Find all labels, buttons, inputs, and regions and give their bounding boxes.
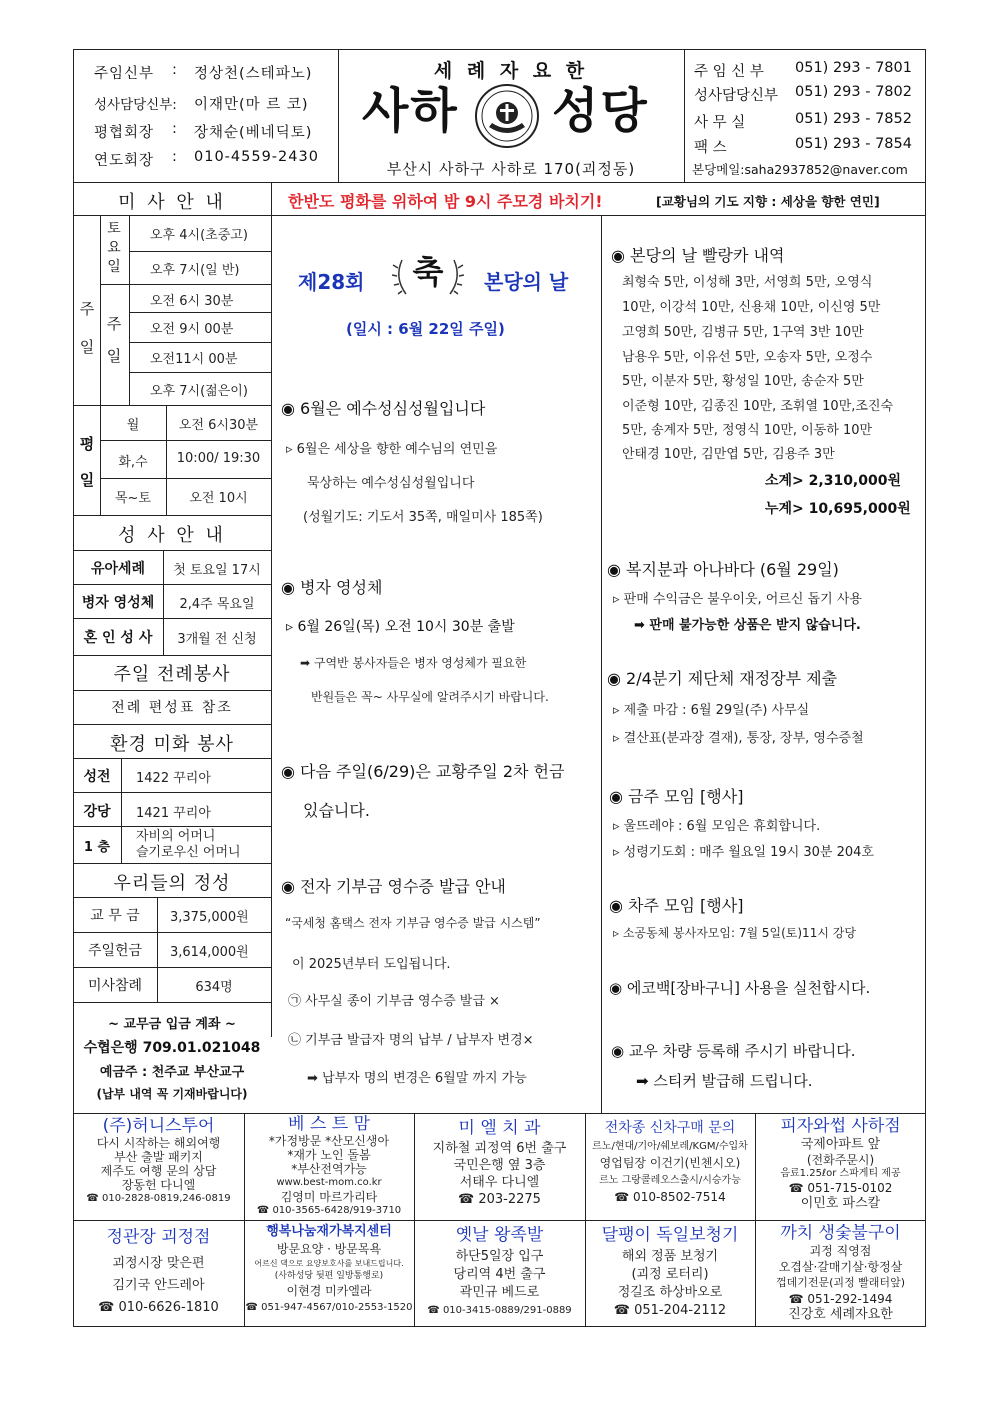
ad-line: 지하철 괴정역 6번 출구 bbox=[432, 1141, 567, 1156]
ad-line: *재가 노인 돌봄 bbox=[287, 1148, 371, 1162]
ad-line: *부산전역가능 bbox=[291, 1162, 367, 1176]
grid-line bbox=[129, 215, 130, 405]
ad-title: 행복나눔재가복지센터 bbox=[266, 1224, 392, 1239]
grid-line bbox=[129, 251, 271, 252]
ad-phone: ☎ 051-715-0102 bbox=[788, 1181, 893, 1195]
grid-line bbox=[73, 550, 271, 551]
ad-line: (괴정 로터리) bbox=[631, 1267, 709, 1282]
ad-title: 베 스 트 맘 bbox=[288, 1115, 370, 1134]
ad-hearing-aid bbox=[585, 1226, 755, 1324]
ad-phone: ☎ 203-2275 bbox=[458, 1192, 541, 1207]
mass-time: 오전 6시 30분 bbox=[150, 294, 234, 309]
offering-subtotal: 소계> 2,310,000원 bbox=[765, 473, 902, 489]
rule bbox=[73, 1113, 926, 1114]
mass-time: 오후 7시(일 반) bbox=[150, 263, 240, 278]
ecobag-title: ◉ 에코백[장바구니] 사용을 실천합시다. bbox=[609, 979, 871, 997]
sacred-heart-line: 묵상하는 예수성심성월입니다 bbox=[307, 476, 475, 491]
offering-list-line: 10만, 이강석 10만, 신용채 10만, 이신영 5만 bbox=[622, 300, 881, 315]
papal-collection-title: ◉ 다음 주일(6/29)은 교황주일 2차 헌금 bbox=[281, 762, 565, 781]
offering-value: 3,375,000원 bbox=[170, 910, 249, 925]
contact-phone: 051) 293 - 7854 bbox=[795, 136, 912, 152]
ad-new-car bbox=[585, 1119, 755, 1219]
ad-line: 다시 시작하는 해외여행 bbox=[96, 1136, 221, 1150]
sep: : bbox=[172, 62, 178, 78]
ad-line: 정길조 하상바오로 bbox=[617, 1285, 723, 1300]
sacrament-label: 병자 영성체 bbox=[81, 595, 155, 611]
grid-line bbox=[129, 342, 271, 343]
mass-guide-title: 미 사 안 내 bbox=[118, 192, 226, 213]
ad-line: 김영미 마르가리타 bbox=[280, 1190, 378, 1204]
grid-line bbox=[73, 724, 271, 725]
ad-line: 김기국 안드레아 bbox=[112, 1278, 205, 1293]
ad-line: 장동헌 다니엘 bbox=[121, 1178, 196, 1192]
weekday-time: 오전 6시30분 bbox=[178, 418, 259, 433]
sacrament-value: 2,4주 목요일 bbox=[179, 597, 255, 612]
rule bbox=[73, 1220, 926, 1221]
feast-character: 축 bbox=[412, 253, 444, 291]
ad-phone: ☎ 051-204-2112 bbox=[613, 1303, 727, 1318]
car-register-title: ◉ 교우 차량 등록해 주시기 바랍니다. bbox=[611, 1042, 856, 1060]
weekday-label: 평 일 bbox=[79, 435, 95, 489]
mass-time: 오전 9시 00분 bbox=[150, 322, 234, 337]
offering-list-title: ◉ 본당의 날 빨랑카 내역 bbox=[611, 246, 785, 265]
council-name: 장채순(베네딕토) bbox=[194, 125, 313, 141]
ad-line: 당리역 4번 출구 bbox=[453, 1267, 546, 1282]
feast-title: 본당의 날 bbox=[484, 270, 569, 294]
anabada-title: ◉ 복지분과 아나바다 (6월 29일) bbox=[607, 560, 839, 579]
offering-total: 누계> 10,695,000원 bbox=[765, 501, 911, 517]
ad-line: 음료1.25ℓor 스파게티 제공 bbox=[780, 1168, 901, 1179]
offering-list-line: 최형숙 5만, 이성해 3만, 서영희 5만, 오영식 bbox=[622, 275, 873, 290]
offering-label: 주일헌금 bbox=[87, 943, 143, 959]
council-role: 평협회장 bbox=[94, 125, 155, 141]
weekday-day: 월 bbox=[126, 418, 140, 433]
ad-line: 곽민규 베드로 bbox=[459, 1285, 540, 1300]
column-divider bbox=[271, 182, 272, 1037]
grid-line bbox=[73, 690, 271, 691]
ad-title: 전차종 신차구매 문의 bbox=[604, 1120, 736, 1136]
ad-owner: 진강호 세례자요한 bbox=[788, 1307, 893, 1322]
contact-label: 사 무 실 bbox=[694, 115, 746, 131]
grid-line bbox=[73, 1002, 271, 1003]
grid-line bbox=[100, 478, 271, 479]
ad-line: 괴정시장 맞은편 bbox=[112, 1256, 205, 1271]
ad-title: 피자와썹 사하점 bbox=[780, 1117, 901, 1136]
account-note: (납부 내역 꼭 기재바랍니다) bbox=[96, 1087, 248, 1101]
pastor-role: 주임신부 bbox=[94, 66, 155, 82]
ad-charcoal-grill bbox=[755, 1224, 926, 1324]
ad-title: (주)허니스투어 bbox=[102, 1117, 215, 1136]
bank-account: 수협은행 709.01.021048 bbox=[83, 1040, 261, 1056]
liturgy-title: 주일 전례봉사 bbox=[113, 664, 231, 685]
env-label: 성전 bbox=[83, 769, 111, 785]
ad-title: 달팽이 독일보청기 bbox=[601, 1226, 739, 1245]
grid-line bbox=[73, 758, 271, 759]
sacrament-label: 혼 인 성 사 bbox=[83, 630, 153, 646]
ad-line: 껍데기전문(괴정 빨래터앞) bbox=[776, 1276, 905, 1289]
contact-phone: 051) 293 - 7802 bbox=[795, 84, 912, 100]
this-week-line: ▹ 성령기도회 : 매주 월요일 19시 30분 204호 bbox=[613, 845, 874, 860]
church-email: 본당메일:saha2937852@naver.com bbox=[692, 162, 908, 177]
weekday-time: 10:00/ 19:30 bbox=[176, 451, 261, 466]
weekday-time: 오전 10시 bbox=[189, 491, 248, 506]
ad-line: 해외 정품 보청기 bbox=[621, 1249, 719, 1264]
donation-receipt-title: ◉ 전자 기부금 영수증 발급 안내 bbox=[281, 877, 506, 896]
ad-line: 르노 그랑콜레오스출시/시승가능 bbox=[599, 1175, 741, 1186]
contact-phone: 051) 293 - 7801 bbox=[795, 60, 912, 76]
liturgy-value: 전례 편성표 참조 bbox=[111, 700, 233, 716]
ad-line: 국제아파트 앞 bbox=[800, 1137, 881, 1152]
sep: : bbox=[172, 149, 178, 165]
donation-receipt-line: “국세청 홈택스 전자 기부금 영수증 발급 시스템” bbox=[285, 916, 541, 930]
weekday-day: 화,수 bbox=[118, 455, 148, 470]
grid-line bbox=[100, 440, 271, 441]
pastor-name: 정상천(스테파노) bbox=[194, 66, 313, 82]
donation-receipt-line: ㉡ 기부금 발급자 명의 납부 / 납부자 변경× bbox=[288, 1033, 534, 1048]
grid-line bbox=[73, 897, 271, 898]
env-label: 강당 bbox=[83, 804, 111, 820]
ad-pork-feet bbox=[414, 1226, 585, 1324]
grid-line bbox=[73, 792, 271, 793]
anabada-note: ➡ 판매 불가능한 상품은 받지 않습니다. bbox=[634, 618, 861, 633]
offering-list-line: 고영희 50만, 김병규 5만, 1구역 3반 10만 bbox=[622, 325, 864, 340]
offering-list-line: 5만, 이분자 5만, 황성일 10만, 송순자 5만 bbox=[622, 374, 864, 389]
grid-line bbox=[100, 284, 271, 285]
church-address: 부산시 사하구 사하로 170(괴정동) bbox=[386, 160, 636, 178]
offering-value: 3,614,000원 bbox=[170, 945, 249, 960]
feast-date: (일시 : 6월 22일 주일) bbox=[346, 320, 505, 338]
mass-time: 오전11시 00분 bbox=[150, 352, 238, 367]
saturday-label: 토 요 일 bbox=[107, 221, 121, 275]
sep: : bbox=[172, 121, 178, 137]
ad-line: 서태우 다니엘 bbox=[459, 1175, 540, 1190]
yeondo-role: 연도회장 bbox=[94, 153, 155, 169]
ad-phone: ☎ 010-6626-1810 bbox=[98, 1300, 219, 1315]
this-week-title: ◉ 금주 모임 [행사] bbox=[609, 787, 744, 806]
ad-owner: 이민호 파스칼 bbox=[800, 1196, 881, 1211]
ad-jeonggwanjang bbox=[73, 1228, 244, 1324]
ad-line: www.best-mom.co.kr bbox=[276, 1177, 382, 1188]
grid-line bbox=[73, 584, 271, 585]
church-title-left: 사하 bbox=[362, 83, 459, 139]
peace-prayer-banner: 한반도 평화를 위하여 밤 9시 주모경 바치기! bbox=[288, 192, 603, 211]
contact-label: 주 임 신 부 bbox=[694, 64, 764, 80]
mass-time: 오후 4시(초중고) bbox=[150, 228, 248, 243]
rule bbox=[73, 182, 926, 183]
donation-receipt-line: ㉠ 사무실 종이 기부금 영수증 발급 × bbox=[288, 994, 500, 1009]
grid-line bbox=[73, 967, 271, 968]
church-title-right: 성당 bbox=[552, 83, 649, 139]
grid-line bbox=[100, 215, 101, 405]
sunday-sub-label: 주 일 bbox=[106, 315, 122, 365]
next-week-title: ◉ 차주 모임 [행사] bbox=[609, 896, 744, 915]
sunday-label: 주 일 bbox=[79, 300, 95, 356]
ad-line: 부산 출발 패키지 bbox=[114, 1150, 203, 1164]
offering-value: 634명 bbox=[195, 980, 233, 995]
grid-line bbox=[73, 932, 271, 933]
ad-phone: ☎ 051-947-4567/010-2553-1520 bbox=[245, 1302, 413, 1313]
ad-best-mom bbox=[244, 1115, 414, 1219]
ad-line: 영업팀장 이건기(빈첸시오) bbox=[599, 1156, 741, 1170]
contact-phone: 051) 293 - 7852 bbox=[795, 111, 912, 127]
grid-line bbox=[73, 618, 271, 619]
rule bbox=[73, 215, 926, 216]
ad-phone: ☎ 010-2828-0819,246-0819 bbox=[86, 1193, 231, 1204]
env-value: 1422 꾸리아 bbox=[136, 771, 211, 786]
sacred-heart-line: (성월기도: 기도서 35쪽, 매일미사 185쪽) bbox=[303, 510, 543, 525]
environment-title: 환경 미화 봉사 bbox=[110, 734, 234, 755]
ad-phone: ☎ 051-292-1494 bbox=[788, 1292, 893, 1306]
grid-line bbox=[73, 826, 271, 827]
ad-welfare-center bbox=[244, 1222, 414, 1324]
church-logo bbox=[467, 83, 547, 149]
ad-pizza bbox=[755, 1117, 926, 1219]
sacrament-value: 첫 토요일 17시 bbox=[173, 563, 261, 578]
grid-line bbox=[129, 372, 271, 373]
ad-line: 어르신 댁으로 요양보호사를 보내드립니다. bbox=[254, 1259, 404, 1268]
account-holder: 예금주 : 천주교 부산교구 bbox=[99, 1065, 245, 1080]
sacred-heart-line: ▹ 6월은 세상을 향한 예수님의 연민을 bbox=[286, 442, 498, 457]
ad-title: 미 엘 치 과 bbox=[458, 1119, 541, 1138]
next-week-line: ▹ 소공동체 봉사자모임: 7월 5일(토)11시 강당 bbox=[613, 926, 856, 940]
finance-book-line: ▹ 제출 마감 : 6월 29일(주) 사무실 bbox=[613, 703, 810, 718]
ad-line: 오겹살·갈매기살·항정살 bbox=[778, 1260, 903, 1274]
sick-communion-line: ➡ 구역반 봉사자들은 병자 영성체가 필요한 bbox=[300, 656, 527, 670]
column-divider bbox=[601, 215, 602, 1113]
grid-line bbox=[73, 515, 271, 516]
ad-title: 정관장 괴정점 bbox=[106, 1228, 211, 1247]
ad-title: 옛날 왕족발 bbox=[455, 1226, 544, 1245]
ad-line: 하단5일장 입구 bbox=[455, 1249, 544, 1264]
env-value: 슬기로우신 어머니 bbox=[136, 845, 241, 860]
sick-communion-title: ◉ 병자 영성체 bbox=[281, 578, 383, 597]
ad-line: *가정방문 *산모신생아 bbox=[268, 1134, 390, 1148]
ad-phone: ☎ 010-3415-0889/291-0889 bbox=[427, 1305, 572, 1316]
weekday-day: 목~토 bbox=[114, 491, 151, 506]
offering-label: 교 무 금 bbox=[90, 908, 140, 924]
ad-phone: ☎ 010-8502-7514 bbox=[614, 1190, 726, 1204]
assistant-name: 이재만(마 르 코) bbox=[194, 97, 309, 113]
this-week-line: ▹ 울뜨레야 : 6월 모임은 휴회합니다. bbox=[613, 819, 821, 834]
grid-line bbox=[121, 758, 122, 863]
offering-list-line: 이준형 10만, 김종진 10만, 조휘열 10만,조진숙 bbox=[622, 399, 894, 414]
sick-communion-line: 반원들은 꼭~ 사무실에 알려주시기 바랍니다. bbox=[311, 690, 549, 704]
ad-line: 괴정 직영점 bbox=[809, 1244, 872, 1258]
donation-receipt-line: 이 2025년부터 도입됩니다. bbox=[292, 957, 451, 972]
grid-line bbox=[73, 405, 271, 406]
ad-line: 국민은행 옆 3층 bbox=[453, 1158, 546, 1173]
header-divider bbox=[684, 49, 685, 182]
anabada-line: ▹ 판매 수익금은 불우이웃, 어르신 돕기 사용 bbox=[613, 592, 862, 607]
ad-line: 르노/현대/기아/쉐보레/KGM/수입차 bbox=[592, 1141, 748, 1152]
grid-line bbox=[73, 863, 271, 864]
env-value: 자비의 어머니 bbox=[136, 829, 216, 844]
sacrament-label: 유아세례 bbox=[90, 561, 146, 577]
grid-line bbox=[73, 655, 271, 656]
ad-line: 방문요양 · 방문목욕 bbox=[276, 1242, 382, 1256]
grid-line bbox=[129, 312, 271, 313]
mass-time: 오후 7시(젊은이) bbox=[150, 384, 248, 399]
sacrament-value: 3개월 전 신청 bbox=[177, 632, 257, 647]
account-title: ~ 교무금 입금 계좌 ~ bbox=[108, 1017, 236, 1032]
contact-label: 성사담당신부 bbox=[694, 88, 779, 104]
offering-list-line: 5만, 송계자 5만, 정영식 10만, 이동하 10만 bbox=[622, 423, 873, 438]
sick-communion-line: ▹ 6월 26일(목) 오전 10시 30분 출발 bbox=[286, 619, 515, 635]
offering-list-line: 안태경 10만, 김만엽 5만, 김용주 3만 bbox=[622, 447, 835, 462]
ad-miel-dental bbox=[414, 1119, 585, 1219]
finance-book-title: ◉ 2/4분기 제단체 재정장부 제출 bbox=[607, 669, 838, 688]
ad-line: (사하성당 뒷편 일방통행로) bbox=[274, 1271, 384, 1281]
ad-line: 제주도 여행 문의 상담 bbox=[100, 1164, 217, 1178]
offering-label: 미사참례 bbox=[87, 978, 143, 994]
feast-number: 제28회 bbox=[298, 270, 365, 294]
patron-saint: 세 례 자 요 한 bbox=[433, 60, 589, 82]
ad-title: 까치 생숯불구이 bbox=[780, 1224, 901, 1243]
ad-line: (전화주문시) bbox=[806, 1153, 875, 1167]
finance-book-line: ▹ 결산표(분과장 결재), 통장, 장부, 영수증철 bbox=[613, 731, 864, 746]
ad-honeys-tour bbox=[73, 1117, 244, 1219]
contact-label: 팩 스 bbox=[694, 140, 727, 156]
sacred-heart-title: ◉ 6월은 예수성심성월입니다 bbox=[281, 399, 486, 418]
offering-list-line: 남용우 5만, 이유선 5만, 오송자 5만, 오정수 bbox=[622, 350, 873, 365]
ad-line: 이현경 미카엘라 bbox=[286, 1284, 372, 1298]
ad-phone: ☎ 010-3565-6428/919-3710 bbox=[256, 1205, 402, 1216]
sacrament-title: 성 사 안 내 bbox=[118, 525, 226, 546]
car-register-line: ➡ 스티커 발급해 드립니다. bbox=[636, 1072, 813, 1090]
donation-receipt-line: ➡ 납부자 명의 변경은 6월말 까지 가능 bbox=[307, 1071, 527, 1086]
yeondo-phone: 010-4559-2430 bbox=[194, 149, 319, 165]
env-label: 1 층 bbox=[83, 840, 111, 855]
papal-collection-line: 있습니다. bbox=[303, 801, 370, 820]
env-value: 1421 꾸리아 bbox=[136, 806, 211, 821]
assistant-role: 성사담당신부: bbox=[94, 97, 177, 113]
pope-intention: [교황님의 기도 지향 : 세상을 향한 연민] bbox=[656, 194, 880, 209]
offering-title: 우리들의 정성 bbox=[113, 873, 231, 894]
